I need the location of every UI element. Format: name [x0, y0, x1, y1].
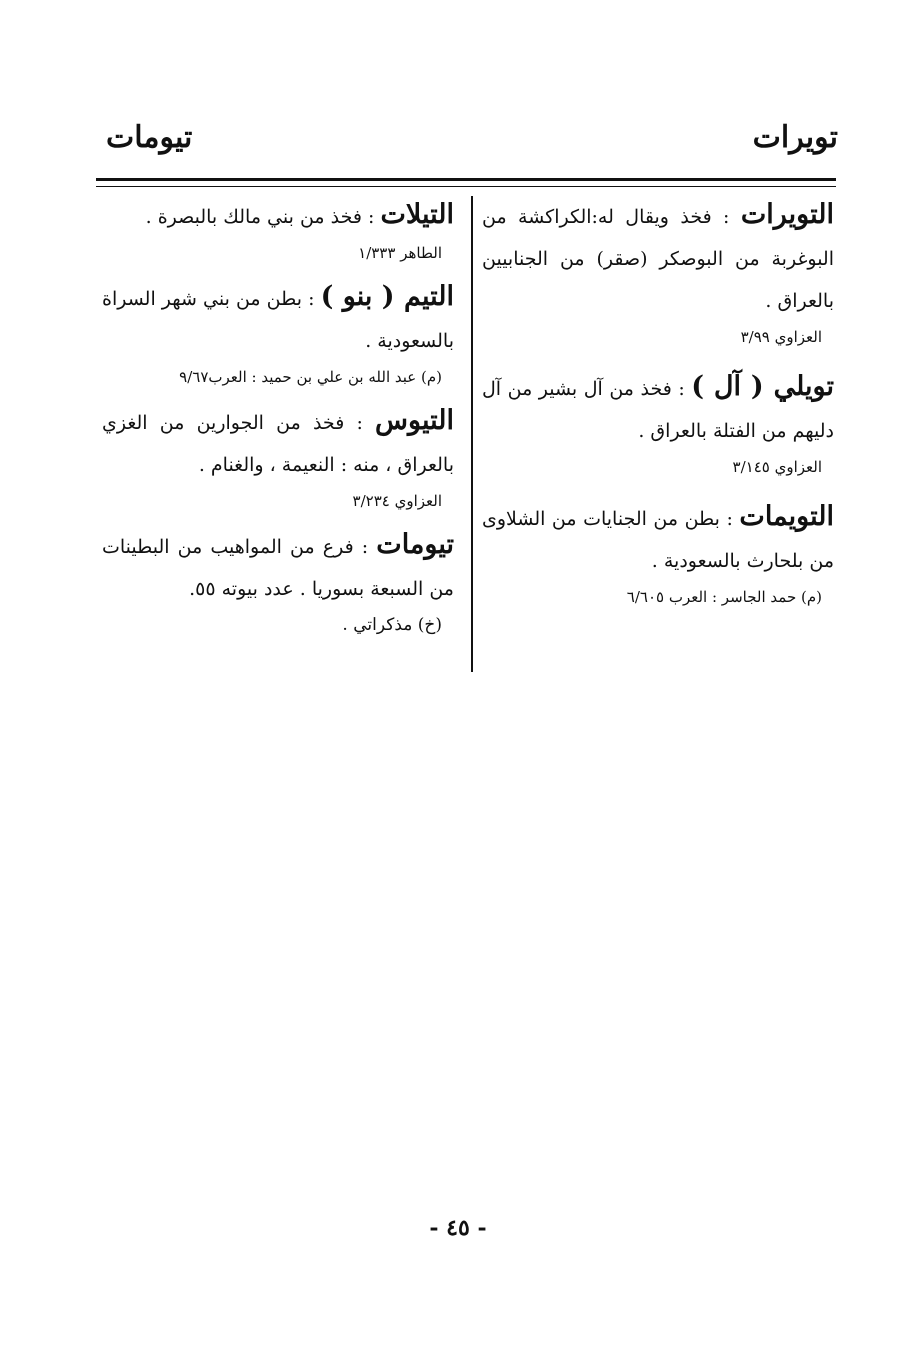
- entry-tuwaymat: [482, 496, 834, 612]
- running-head-right: تويرات: [752, 120, 838, 155]
- entry-tuwayrat: [482, 194, 834, 352]
- running-head-left: تيومات: [106, 120, 193, 155]
- entry-definition: : فخذ من آل بشير من آل دليهم من الفتلة بالعراق .: [482, 378, 834, 442]
- entry-definition: : فخذ من الجوارين من الغزي بالعراق ، منه : النعيمة ، والغنام .: [102, 412, 454, 476]
- entry-tuwayli: [482, 366, 834, 482]
- entry-headword: التيلات: [380, 199, 454, 230]
- entry-headword: التيوس: [375, 405, 454, 436]
- entry-text: [102, 524, 454, 610]
- entry-definition: : فخذ ويقال له:الكراكشة من البوغربة من البوصكر (صقر) من الجنابيين بالعراق .: [482, 206, 834, 312]
- entry-text: [482, 496, 834, 582]
- entry-source: العزاوي ٣/١٤٥: [732, 458, 822, 476]
- entry-headword: تويلي ( آل ): [691, 371, 834, 402]
- entry-text: [102, 194, 454, 238]
- entry-source: الطاهر ١/٣٣٣: [358, 244, 442, 262]
- page-number: - ٤٥ -: [429, 1215, 487, 1241]
- header-rule-thick: [96, 178, 836, 181]
- entry-source: العزاوي ٣/٩٩: [740, 328, 822, 346]
- entry-definition: : بطن من الجنايات من الشلاوى من بلحارث بالسعودية .: [482, 508, 834, 572]
- entry-note: (خ) مذكراتي .: [342, 615, 442, 635]
- entry-headword: التويمات: [739, 501, 834, 532]
- entry-headword: التويرات: [740, 199, 834, 230]
- entry-text: [102, 276, 454, 362]
- entry-source: العزاوي ٣/٢٣٤: [352, 492, 442, 510]
- header-rule-thin: [96, 186, 836, 187]
- entry-definition: : فرع من المواهيب من البطينات من السبعة بسوريا . عدد بيوته ٥٥.: [102, 536, 454, 600]
- entry-tuyus: [102, 400, 454, 516]
- entry-tiyumat: [102, 524, 454, 640]
- entry-headword: التيم ( بنو ): [320, 281, 454, 312]
- entry-taylat: [102, 194, 454, 268]
- entry-text: [102, 400, 454, 486]
- entry-definition: : بطن من بني شهر السراة بالسعودية .: [102, 288, 454, 352]
- entry-source: (م) عبد الله بن علي بن حميد : العرب٩/٦٧: [179, 368, 442, 386]
- entry-headword: تيومات: [376, 529, 454, 560]
- entry-taym: [102, 276, 454, 392]
- left-column: [102, 194, 454, 640]
- entry-text: [482, 194, 834, 322]
- column-divider: [471, 196, 473, 672]
- entry-definition: : فخذ من بني مالك بالبصرة .: [145, 206, 375, 228]
- entry-source: (م) حمد الجاسر : العرب ٦/٦٠٥: [626, 588, 822, 606]
- entry-text: [482, 366, 834, 452]
- right-column: [482, 194, 834, 626]
